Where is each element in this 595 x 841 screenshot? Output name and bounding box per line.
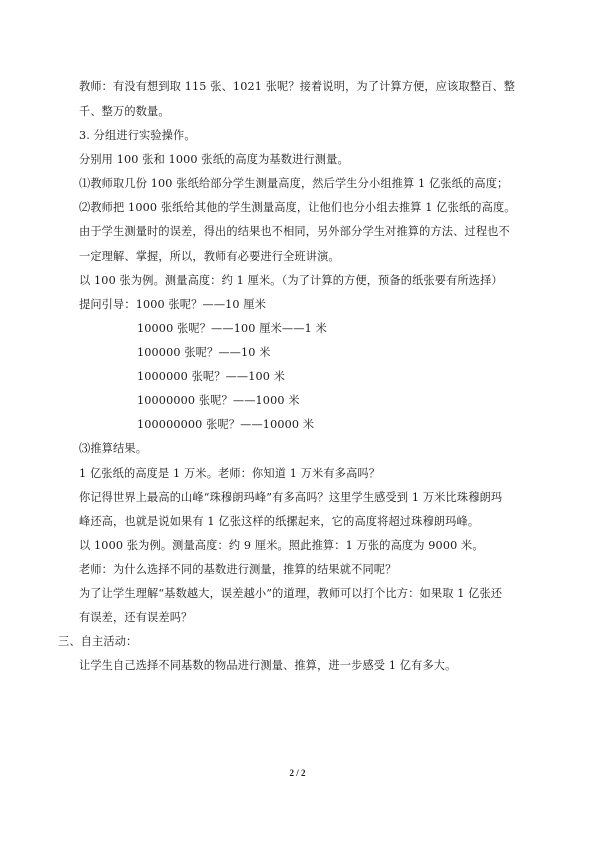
text-line: 100000 张呢？——10 米 [137, 346, 271, 359]
text-line: 为了让学生理解“基数越大，误差越小”的道理，教师可以打个比方：如果取 1 亿张还 [79, 587, 503, 600]
text-line: ⑵教师把 1000 张纸给其他的学生测量高度，让他们也分小组去推算 1 亿张纸的高度。 [79, 201, 516, 214]
text-line: 峰还高，也就是说如果有 1 亿张这样的纸摞起来，它的高度将超过珠穆朗玛峰。 [79, 515, 480, 528]
text-line: 10000000 张呢？——1000 米 [137, 394, 300, 407]
page-number: 2 / 2 [289, 768, 306, 778]
text-line: 一定理解、掌握，所以，教师有必要进行全班讲演。 [79, 250, 340, 263]
section-heading: 三、自主活动： [58, 635, 138, 648]
text-line: 分别用 100 张和 1000 张纸的高度为基数进行测量。 [79, 153, 349, 166]
text-line: 教师：有没有想到取 115 张、1021 张呢？接着说明，为了计算方便，应该取整百、整 [79, 80, 516, 93]
text-line: ⑶推算结果。 [79, 442, 148, 455]
text-line: 100000000 张呢？——10000 米 [137, 418, 315, 431]
text-line: 由于学生测量时的误差，得出的结果也不相同，另外部分学生对推算的方法、过程也不 [79, 225, 510, 238]
text-line: 有误差，还有误差吗？ [79, 611, 193, 624]
text-line: 以 100 张为例。测量高度：约 1 厘米。（为了计算的方便，预备的纸张要有所选择） [79, 274, 503, 287]
text-line: 让学生自己选择不同基数的物品进行测量、推算，进一步感受 1 亿有多大。 [79, 659, 457, 672]
text-line: 提问引导：1000 张呢？——10 厘米 [79, 298, 267, 311]
text-line: 3. 分组进行实验操作。 [79, 129, 196, 142]
text-line: 10000 张呢？——100 厘米——1 米 [137, 322, 327, 335]
text-line: ⑴教师取几份 100 张纸给部分学生测量高度，然后学生分小组推算 1 亿张纸的高度； [79, 177, 509, 190]
text-line: 1000000 张呢？——100 米 [137, 370, 286, 383]
text-line: 以 1000 张为例。测量高度：约 9 厘米。照此推算：1 万张的高度为 9000 米。 [79, 539, 484, 552]
text-line: 千、整万的数量。 [79, 105, 170, 118]
text-line: 你记得世界上最高的山峰“珠穆朗玛峰”有多高吗？这里学生感受到 1 万米比珠穆朗玛 [79, 491, 503, 504]
text-line: 老师：为什么选择不同的基数进行测量，推算的结果就不同呢？ [79, 563, 397, 576]
text-line: 1 亿张纸的高度是 1 万米。老师：你知道 1 万米有多高吗？ [79, 467, 381, 480]
